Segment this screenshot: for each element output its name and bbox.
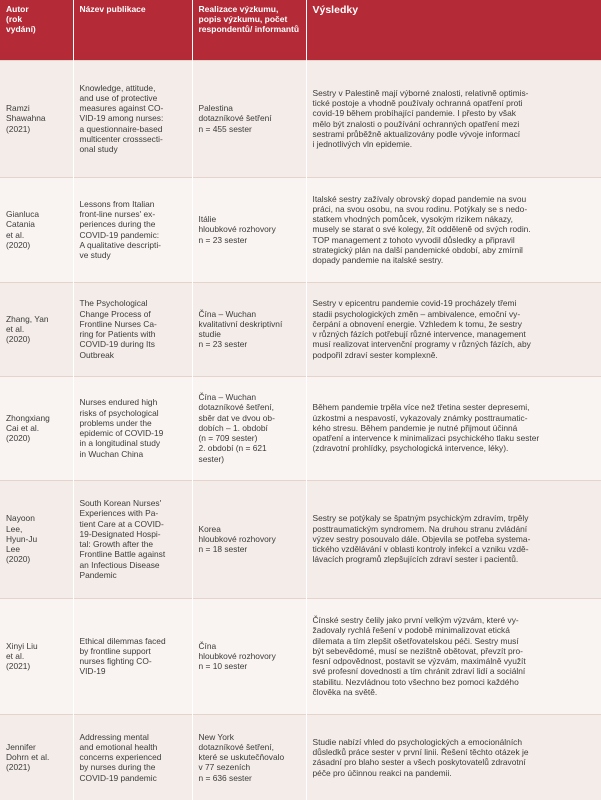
cell-title: South Korean Nurses' Experiences with Pa- tient Care at a COVID- 19-Designated Hospi- tal: Growth after the Frontline Battle against an Infectious Disease Pandemic (73, 480, 192, 598)
cell-results: Sestry v Palestině mají výborné znalosti, relativně optimis- tické postoje a vhodně používaly ochranná opatření proti covid-19 během probíhající pandemie. I přesto by však mělo být znalosti o používání ochranných opatření mezi sestrami průběžně aktualizovány podle vývoje informací i jednotlivých vln epidemie. (306, 60, 601, 177)
cell-method: Čína hloubkové rozhovory n = 10 sester (192, 598, 306, 714)
cell-author: Nayoon Lee, Hyun-Ju Lee (2020) (0, 480, 73, 598)
cell-author: Xinyi Liu et al. (2021) (0, 598, 73, 714)
cell-title: Lessons from Italian front-line nurses' ex- periences during the COVID-19 pandemic: A qualitative descripti- ve study (73, 177, 192, 282)
table-row (0, 714, 601, 800)
cell-method: Čína – Wuchan dotazníkové šetření, sběr dat ve dvou ob- dobích – 1. období (n = 709 sester) 2. období (n = 621 sester) (192, 376, 306, 480)
cell-title: Nurses endured high risks of psychological problems under the epidemic of COVID-19 in a longitudinal study in Wuchan China (73, 376, 192, 480)
cell-author: Ramzi Shawahna (2021) (0, 60, 73, 177)
cell-author: Gianluca Catania et al. (2020) (0, 177, 73, 282)
header-method: Realizace výzkumu, popis výzkumu, počet respondentů/ informantů (192, 0, 306, 60)
cell-author: Zhongxiang Cai et al. (2020) (0, 376, 73, 480)
table-row (0, 282, 601, 376)
cell-method: Čína – Wuchan kvalitativní deskriptivní studie n = 23 sester (192, 282, 306, 376)
cell-author: Jennifer Dohrn et al. (2021) (0, 714, 73, 800)
cell-title: Addressing mental and emotional health concerns experienced by nurses during the COVID-19 pandemic (73, 714, 192, 800)
cell-title: Knowledge, attitude, and use of protective measures against CO- VID-19 among nurses: a questionnaire-based multicenter crosssecti- onal study (73, 60, 192, 177)
cell-results: Sestry v epicentru pandemie covid-19 procházely třemi stadii psychologických změn – ambivalence, emoční vy- čerpání a obnovení energie. Vzhledem k tomu, že sestry v různých fázích potřebují různé intervence, management musí realizovat intervenční programy v různých fázích, aby podpořil zdraví sester komplexně. (306, 282, 601, 376)
cell-title: The Psychological Change Process of Frontline Nurses Ca- ring for Patients with COVID-19 during Its Outbreak (73, 282, 192, 376)
cell-results: Během pandemie trpěla více než třetina sester depresemi, úzkostmi a nespavostí, vykazovaly známky posttraumatic- kého stresu. Během pandemie je nutné přijmout účinná opatření a intervence k minimalizaci psychického tlaku sester (zdravotní prohlídky, psychologická intervence, léky). (306, 376, 601, 480)
cell-method: Korea hloubkové rozhovory n = 18 sester (192, 480, 306, 598)
cell-author: Zhang, Yan et al. (2020) (0, 282, 73, 376)
header-title: Název publikace (73, 0, 192, 60)
table-row (0, 598, 601, 714)
cell-method: Palestina dotazníkové šetření n = 455 sester (192, 60, 306, 177)
cell-results: Studie nabízí vhled do psychologických a emocionálních důsledků práce sester v první linii. Řešení těchto otázek je zásadní pro blaho sester a všech poskytovatelů zdravotní péče pro účinnou reakci na pandemii. (306, 714, 601, 800)
table-row (0, 376, 601, 480)
cell-method: New York dotazníkové šetření, které se uskutečňovalo v 77 sezeních n = 636 sester (192, 714, 306, 800)
header-results: Výsledky (306, 0, 601, 60)
header-author: Autor (rok vydání) (0, 0, 73, 60)
cell-method: Itálie hloubkové rozhovory n = 23 sester (192, 177, 306, 282)
cell-results: Čínské sestry čelily jako první velkým výzvám, které vy- žadovaly rychlá řešení v podobě minimalizovat etická dilemata a tím zlepšit ošetřovatelskou péči. Sestry musí být sebevědomé, musí se nezištně obětovat, převzít pro- fesní odpovědnost, postavit se výzvám, maximálně využít své profesní dovednosti a tím chránit zdraví lidí a sociální stabilitu. Nezvládnou toto všechno bez pomoci každého člověka na světě. (306, 598, 601, 714)
table-row (0, 177, 601, 282)
cell-results: Italské sestry zažívaly obrovský dopad pandemie na svou práci, na svou osobu, na svou rodinu. Potýkaly se s nedo- statkem vhodných pomůcek, vysokým rizikem nákazy, musely se starat o své kolegy, žít odděleně od svých rodin. TOP management z tohoto vyvodil důsledky a připravil strategický plán na další pandemické období, aby zmírnil dopady pandemie na italské sestry. (306, 177, 601, 282)
header-row (0, 0, 601, 60)
table-row (0, 60, 601, 177)
table-row (0, 480, 601, 598)
cell-title: Ethical dilemmas faced by frontline support nurses fighting CO- VID-19 (73, 598, 192, 714)
cell-results: Sestry se potýkaly se špatným psychickým zdravím, trpěly posttraumatickým syndromem. Na druhou stranu zvládání výzev sestry posouvalo dále. Objevila se potřeba systema- tického vzdělávání v oblasti kontroly infekcí a vzniku vzdě- lávacích programů zlepšujících zdraví sester i pacientů. (306, 480, 601, 598)
